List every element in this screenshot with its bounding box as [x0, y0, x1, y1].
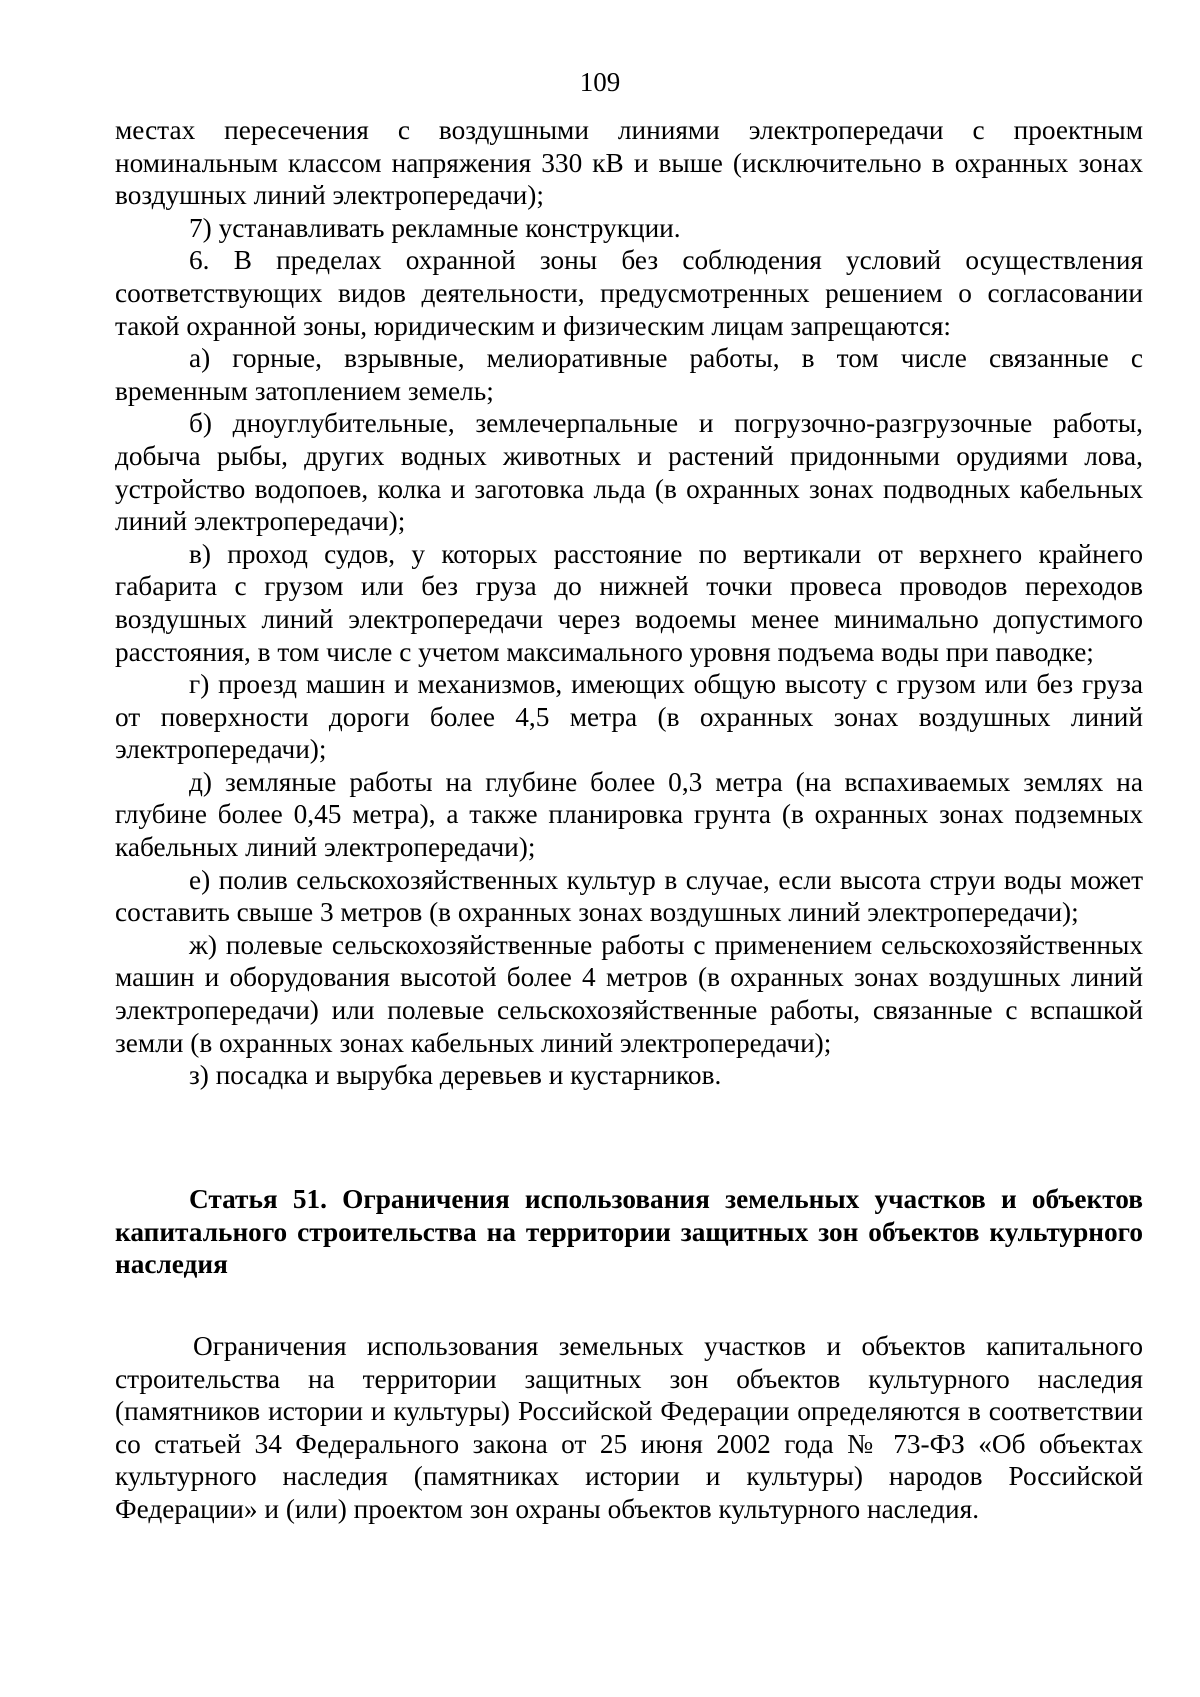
list-item-z: з) посадка и вырубка деревьев и кустарников. — [189, 1060, 722, 1091]
list-item-v: в) проход судов, у которых расстояние по вертикали от верхнего крайнего габарита с грузом или без груза до нижней точки провеса проводов переходов воздушных линий электропередачи через водоемы менее минимально допустимого расстояния, в том числе с учетом максимального уровня подъема воды при паводке; — [115, 538, 1143, 667]
page-number: 109 — [579, 67, 621, 97]
paragraph-continuation: местах пересечения с воздушными линиями электропередачи с проектным номинальным классом напряжения 330 кВ и выше (исключительно в охранных зонах воздушных линий электропередачи); — [115, 115, 1143, 211]
list-item-a: а) горные, взрывные, мелиоративные работы, в том числе связанные с временным затоплением земель; — [115, 343, 1143, 406]
list-item-d: д) земляные работы на глубине более 0,3 метра (на вспахиваемых землях на глубине более 0,45 метра), а также планировка грунта (в охранных зонах подземных кабельных линий электропередачи); — [115, 766, 1143, 863]
document-body — [115, 114, 1143, 1092]
list-item-zh: ж) полевые сельскохозяйственные работы с применением сельскохозяйственных машин и оборудования высотой более 4 метров (в охранных зонах воздушных линий электропередачи) или полевые сельскохозяйственные работы, связанные с вспашкой земли (в охранных зонах кабельных линий электропередачи); — [115, 929, 1143, 1058]
list-item-e: е) полив сельскохозяйственных культур в случае, если высота струи воды может составить свыше 3 метров (в охранных зонах воздушных линий электропередачи); — [115, 864, 1143, 928]
list-item-7: 7) устанавливать рекламные конструкции. — [189, 212, 681, 243]
list-item-g: г) проезд машин и механизмов, имеющих общую высоту с грузом или без груза от поверхности дороги более 4,5 метра (в охранных зонах воздушных линий электропередачи); — [115, 669, 1143, 765]
article-text: Ограничения использования земельных участков и объектов капитального строительства на территории защитных зон объектов культурного наследия (памятников истории и культуры) Российской Федерации определяются в соответствии со статьей 34 Федерального закона от 25 июня 2002 года № 73-ФЗ «Об объектах культурного наследия (памятниках истории и культуры) народов Российской Федерации» и (или) проектом зон охраны объектов культурного наследия. — [115, 1331, 1143, 1524]
clause-6: 6. В пределах охранной зоны без соблюдения условий осуществления соответствующих видов деятельности, предусмотренных решением о согласовании такой охранной зоны, юридическим и физическим лицам запрещаются: — [115, 245, 1143, 341]
list-item-b: б) дноуглубительные, землечерпальные и погрузочно-разгрузочные работы, добыча рыбы, других водных животных и растений придонными орудиями лова, устройство водопоев, колка и заготовка льда (в охранных зонах подводных кабельных линий электропередачи); — [115, 408, 1143, 537]
article-heading: Статья 51. Ограничения использования земельных участков и объектов капитального строительства на территории защитных зон объектов культурного наследия — [115, 1184, 1143, 1280]
